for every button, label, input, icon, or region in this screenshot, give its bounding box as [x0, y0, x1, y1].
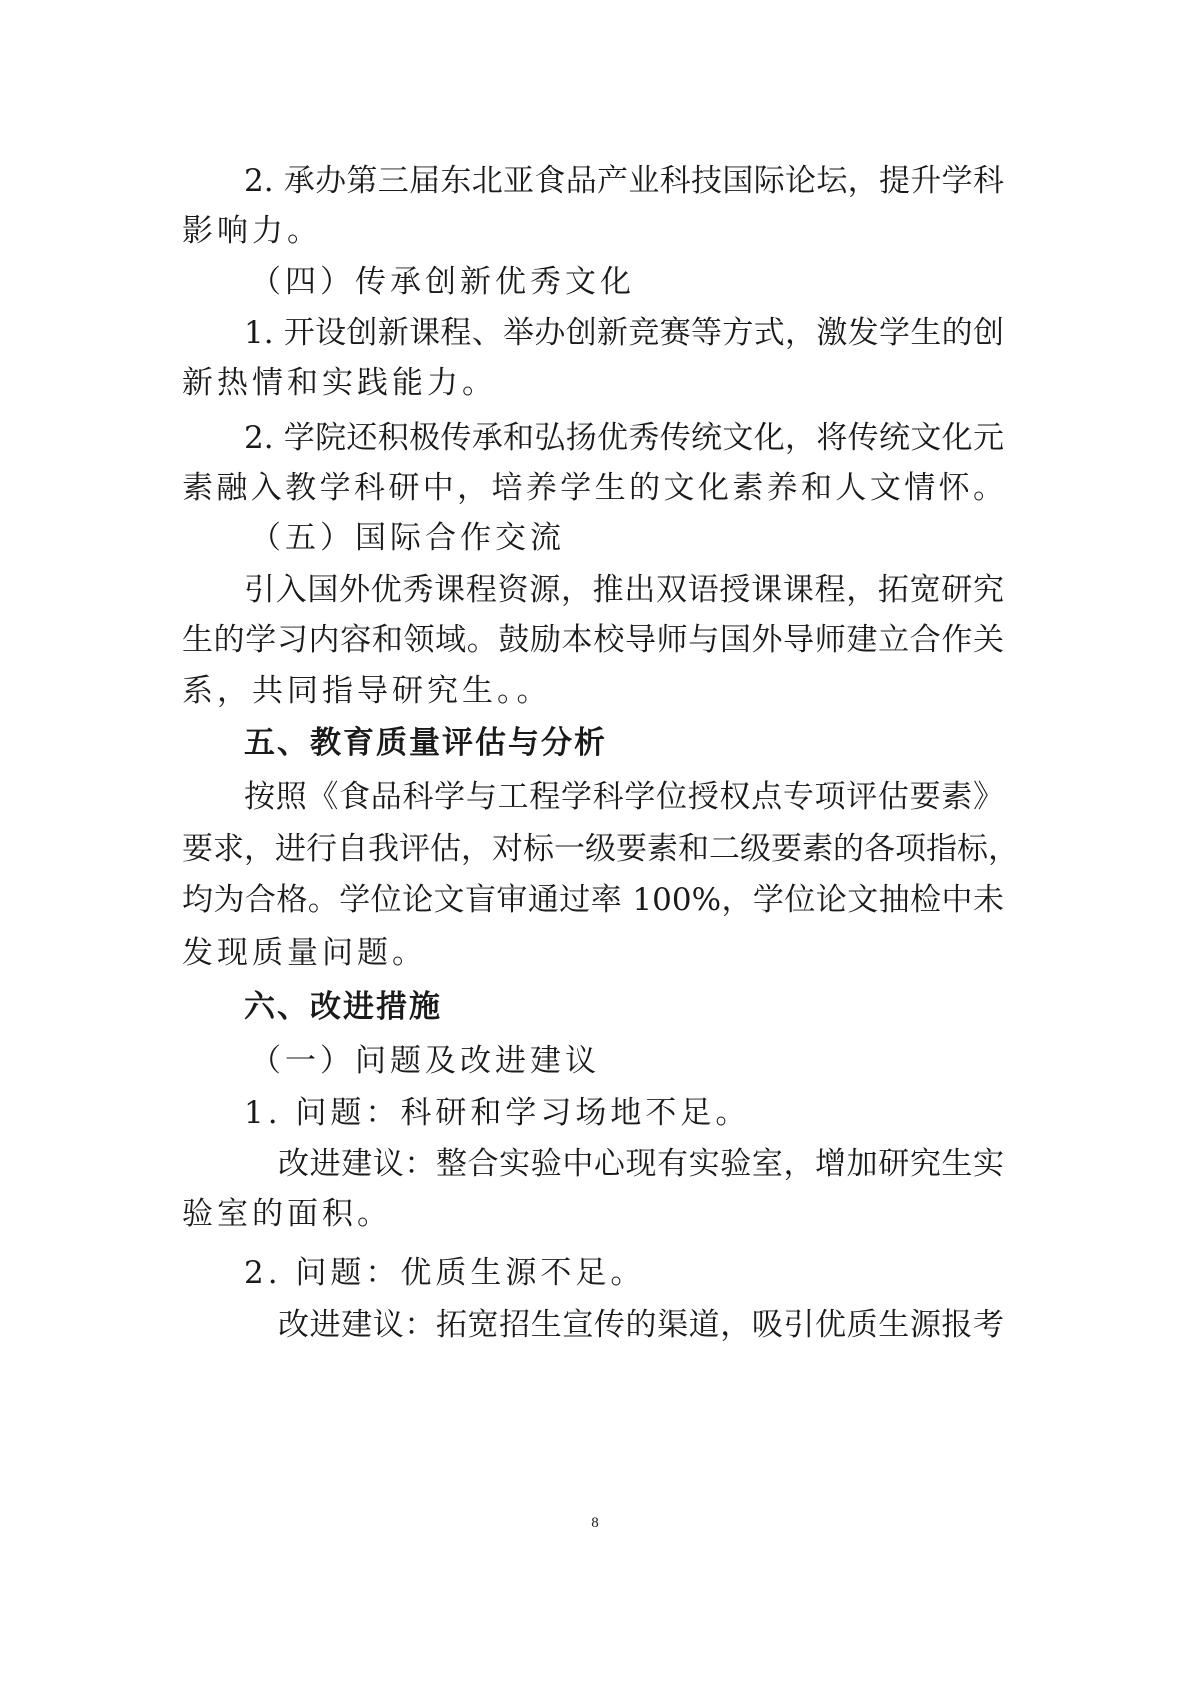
subsection-heading: （四）传承创新优秀文化: [250, 264, 635, 300]
section-heading: 五、教育质量评估与分析: [244, 725, 607, 761]
paragraph-line: 均为合格。学位论文盲审通过率 100%，学位论文抽检中未: [182, 882, 1004, 918]
paragraph-line: 改进建议：拓宽招生宣传的渠道，吸引优质生源报考: [278, 1307, 1004, 1343]
section-heading: 六、改进措施: [244, 989, 442, 1025]
paragraph-line: 1. 问题：科研和学习场地不足。: [244, 1095, 751, 1131]
paragraph-line: 验室的面积。: [182, 1196, 392, 1232]
paragraph-line: 2. 问题：优质生源不足。: [244, 1255, 646, 1291]
paragraph-line: 改进建议：整合实验中心现有实验室，增加研究生实: [278, 1146, 1004, 1182]
subsection-heading: （一）问题及改进建议: [250, 1043, 600, 1079]
paragraph-line: 按照《食品科学与工程学科学位授权点专项评估要素》: [244, 779, 1004, 815]
paragraph-line: 2. 承办第三届东北亚食品产业科技国际论坛，提升学科: [244, 163, 1004, 199]
paragraph-line: 引入国外优秀课程资源，推出双语授课课程，拓宽研究: [244, 572, 1004, 608]
paragraph-line: 发现质量问题。: [182, 935, 427, 971]
page-number: 8: [591, 1515, 599, 1531]
paragraph-line: 1. 开设创新课程、举办创新竞赛等方式，激发学生的创: [244, 315, 1004, 351]
paragraph-line: 2. 学院还积极传承和弘扬优秀传统文化，将传统文化元: [244, 420, 1004, 456]
paragraph-line: 素融入教学科研中，培养学生的文化素养和人文情怀。: [182, 470, 1004, 506]
paragraph-line: 要求，进行自我评估，对标一级要素和二级要素的各项指标，: [182, 831, 1019, 867]
paragraph-line: 影响力。: [182, 213, 322, 249]
paragraph-line: 新热情和实践能力。: [182, 365, 497, 401]
subsection-heading: （五）国际合作交流: [250, 520, 565, 556]
paragraph-line: 生的学习内容和领域。鼓励本校导师与国外导师建立合作关: [182, 622, 1004, 658]
paragraph-line: 系，共同指导研究生。。: [182, 673, 552, 709]
